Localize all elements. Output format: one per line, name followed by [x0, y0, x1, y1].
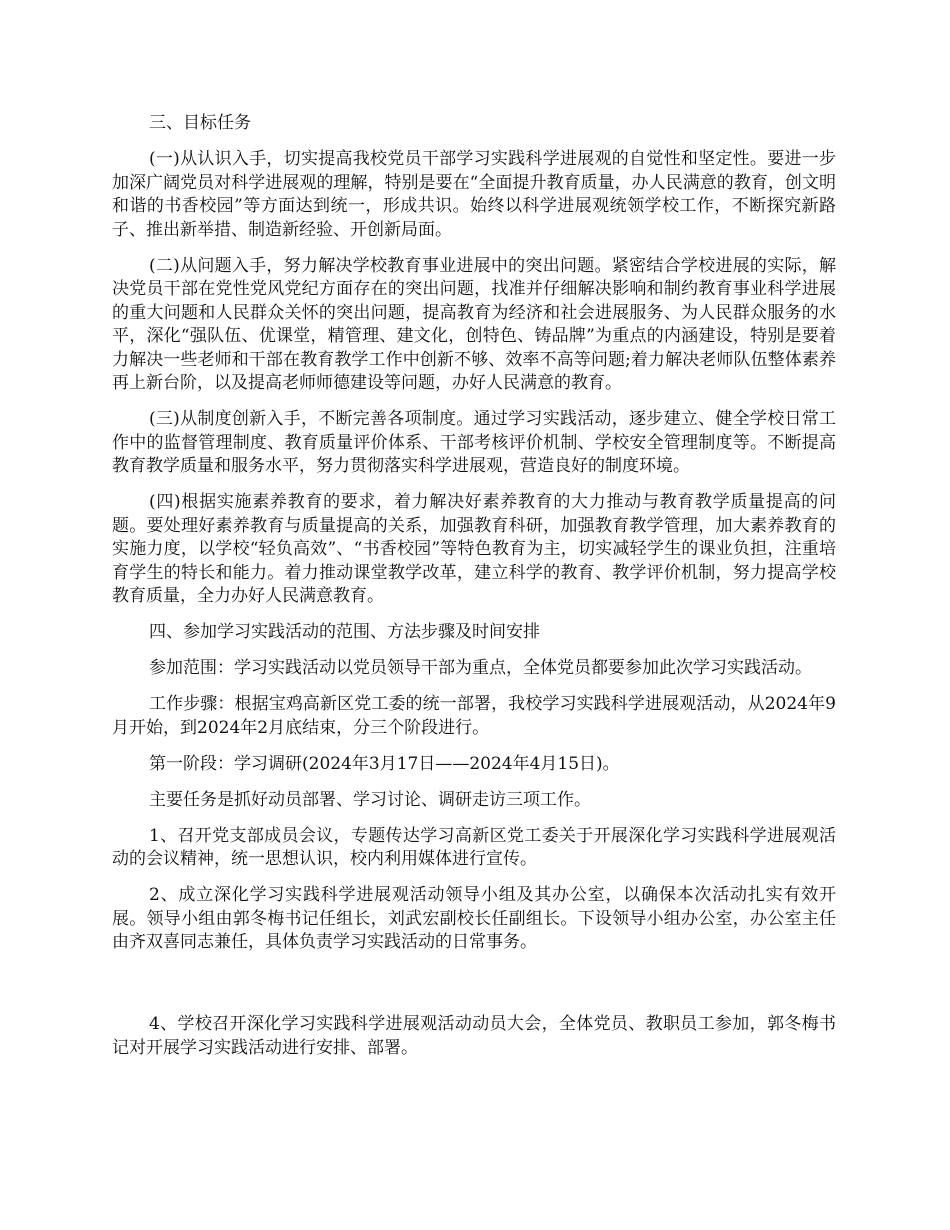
- paragraph-steps: 工作步骤：根据宝鸡高新区党工委的统一部署，我校学习实践科学进展观活动，从2024年9月开始，到2024年2月底结束，分三个阶段进行。: [112, 694, 836, 738]
- blank-gap: [112, 967, 836, 1013]
- section-heading-scope: 四、参加学习实践活动的范围、方法步骤及时间安排: [149, 622, 540, 642]
- paragraph-stage-1: 第一阶段：学习调研(2024年3月17日——2024年4月15日)。: [149, 753, 620, 774]
- list-item-4: 4、学校召开深化学习实践科学进展观活动动员大会，全体党员、教职员工参加，郭冬梅书记对开展学习实践活动进行安排、部署。: [112, 1014, 836, 1058]
- list-item-2: 2、成立深化学习实践科学进展观活动领导小组及其办公室，以确保本次活动扎实有效开展。领导小组由郭冬梅书记任组长，刘武宏副校长任副组长。下设领导小组办公室，办公室主任由齐双喜同志兼任，具体负责学习实践活动的日常事务。: [112, 885, 836, 952]
- paragraph-goal-2: (二)从问题入手，努力解决学校教育事业进展中的突出问题。紧密结合学校进展的实际，解决党员干部在党性党风党纪方面存在的突出问题，找准并仔细解决影响和制约教育事业科学进展的重大问题和人民群众关怀的突出问题，提高教育为经济和社会进展服务、为人民群众服务的水平，深化“强队伍、优课堂，精管理、建文化，创特色、铸品牌”为重点的内涵建设，特别是要着力解决一些老师和干部在教育教学工作中创新不够、效率不高等问题;着力解决老师队伍整体素养再上新台阶，以及提高老师师德建设等问题，办好人民满意的教育。: [112, 255, 836, 393]
- list-item-1: 1、召开党支部成员会议，专题传达学习高新区党工委关于开展深化学习实践科学进展观活动的会议精神，统一思想认识，校内利用媒体进行宣传。: [112, 825, 836, 869]
- paragraph-scope: 参加范围：学习实践活动以党员领导干部为重点，全体党员都要参加此次学习实践活动。: [149, 658, 812, 678]
- paragraph-goal-1: (一)从认识入手，切实提高我校党员干部学习实践科学进展观的自觉性和坚定性。要进一步加深广阔党员对科学进展观的理解，特别是要在“全面提升教育质量，办人民满意的教育，创文明和谐的书香校园”等方面达到统一，形成共识。始终以科学进展观统领学校工作，不断探究新路子、推出新举措、制造新经验、开创新局面。: [112, 149, 836, 240]
- paragraph-goal-3: (三)从制度创新入手，不断完善各项制度。通过学习实践活动，逐步建立、健全学校日常工作中的监督管理制度、教育质量评价体系、干部考核评价机制、学校安全管理制度等。不断提高教育教学质量和服务水平，努力贯彻落实科学进展观，营造良好的制度环境。: [112, 409, 836, 476]
- paragraph-main-tasks: 主要任务是抓好动员部署、学习讨论、调研走访三项工作。: [149, 789, 591, 810]
- document-body: [112, 112, 836, 1073]
- paragraph-goal-4: (四)根据实施素养教育的要求，着力解决好素养教育的大力推动与教育教学质量提高的问题。要处理好素养教育与质量提高的关系，加强教育科研，加强教育教学管理，加大素养教育的实施力度，以学校“轻负高效”、“书香校园”等特色教育为主，切实减轻学生的课业负担，注重培育学生的特长和能力。着力推动课堂教学改革，建立科学的教育、教学评价机制，努力提高学校教育质量，全力办好人民满意教育。: [112, 492, 836, 606]
- section-heading-goals: 三、目标任务: [149, 113, 251, 133]
